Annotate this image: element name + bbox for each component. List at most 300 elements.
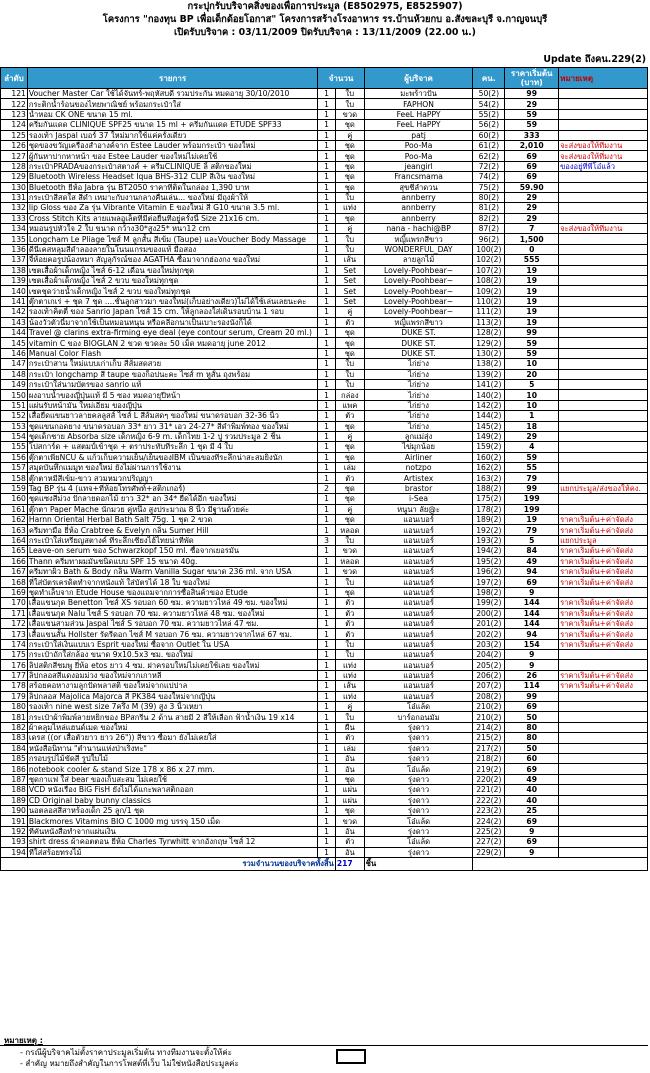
person-ref: 113(2): [473, 317, 505, 327]
item-qty: 1: [318, 463, 336, 473]
table-header-row: [1, 68, 648, 89]
table-row: [1, 192, 648, 202]
table-row: [1, 629, 648, 639]
remark: [559, 702, 648, 712]
start-price: 55: [505, 463, 559, 473]
row-no: 135: [1, 234, 28, 244]
donor-name: รุ่งดาว: [364, 754, 473, 764]
person-ref: 225(2): [473, 826, 505, 836]
item-name: กระเป๋าผ้าพิมพ์ลายหยิกของ BPสกรีน 2 ด้าน สายมี 2 สีให้เลือก ฟ้าน้ำเงิน 19 x14: [27, 712, 317, 722]
table-row: [1, 535, 648, 545]
item-name: Voucher Master Car ใช้ได้จันทร์-พฤหัสบดี รวมประกัน หมดอายุ 30/10/2010: [27, 89, 317, 99]
start-price: 94: [505, 629, 559, 639]
person-ref: 50(2): [473, 89, 505, 99]
start-price: 9: [505, 826, 559, 836]
item-unit: ใบ: [335, 639, 364, 649]
item-qty: 1: [318, 109, 336, 119]
person-ref: 207(2): [473, 681, 505, 691]
remark: ราคาเริ่มต้น+ค่าจัดส่ง: [559, 598, 648, 608]
item-name: เสื้อแขนสามส่วน Jaspal ไซส์ S รอบอก 70 ซม. ความยาวไหล่ 47 ซม.: [27, 618, 317, 628]
item-qty: 1: [318, 566, 336, 576]
donor-name: โอ๋แล้ด: [364, 816, 473, 826]
donor-name: ไก่ย่าง: [364, 390, 473, 400]
item-qty: 1: [318, 276, 336, 286]
remark: [559, 130, 648, 140]
selected-cell-box[interactable]: [336, 1049, 366, 1064]
donor-name: ลูกแม่สุ่ง: [364, 431, 473, 441]
remark: [559, 660, 648, 670]
row-no: 150: [1, 390, 28, 400]
person-ref: 215(2): [473, 733, 505, 743]
start-price: 10: [505, 400, 559, 410]
person-ref: 204(2): [473, 650, 505, 660]
table-row: [1, 130, 648, 140]
table-row: [1, 805, 648, 815]
row-no: 149: [1, 379, 28, 389]
table-row: [1, 785, 648, 795]
remark: ราคาเริ่มต้น+ค่าจัดส่ง: [559, 566, 648, 576]
remark: [559, 255, 648, 265]
table-row: [1, 660, 648, 670]
item-qty: 2: [318, 483, 336, 493]
item-qty: 1: [318, 598, 336, 608]
remark: [559, 847, 648, 857]
row-no: 168: [1, 577, 28, 587]
item-unit: ชุด: [335, 421, 364, 431]
person-ref: 60(2): [473, 130, 505, 140]
item-name: Tag BP รุ่น 4 (แทจ+ที่ห้อยโทรศัพท์+สติกเกอร์): [27, 483, 317, 493]
start-price: 99: [505, 327, 559, 337]
row-no: 171: [1, 608, 28, 618]
item-qty: 1: [318, 774, 336, 784]
row-no: 157: [1, 463, 28, 473]
item-name: VCD หนังเรื่อง BiG FisH ยังไม่ได้แกะพลาสติกออก: [27, 785, 317, 795]
start-price: 69: [505, 151, 559, 161]
person-ref: 192(2): [473, 525, 505, 535]
person-ref: 162(2): [473, 463, 505, 473]
row-no: 151: [1, 400, 28, 410]
item-qty: 1: [318, 837, 336, 847]
item-name: ผู้กันหาปากหาหน้า ของ Estee Lauder ของใหม่ไม่เคยใช้: [27, 151, 317, 161]
item-qty: 1: [318, 691, 336, 701]
row-no: 184: [1, 743, 28, 753]
start-price: 59: [505, 348, 559, 358]
item-name: หมอนรูปหัวใจ 2 ใบ ขนาด กว้าง30*สูง25* หนา12 cm: [27, 224, 317, 234]
row-no: 140: [1, 286, 28, 296]
start-price: 29: [505, 431, 559, 441]
start-price: 144: [505, 608, 559, 618]
donor-name: Poo-Ma: [364, 140, 473, 150]
item-unit: ตัว: [335, 608, 364, 618]
item-unit: ใบ: [335, 244, 364, 254]
remark: [559, 120, 648, 130]
header-line-1: กระปุกรับบริจาคสิ่งของเพื่อการประมูล (E8502975, E8525907): [187, 1, 463, 12]
donor-name: โอ๋แล้ด: [364, 764, 473, 774]
person-ref: 197(2): [473, 577, 505, 587]
person-ref: 139(2): [473, 369, 505, 379]
item-name: ลิปสติกสีชมพู ยี่ห้อ etos ยาว 4 ซม. ฝาครอบใหม่ไม่เคยใช้เลย ของใหม่: [27, 660, 317, 670]
item-name: เสื้อแขนกุด Nalu ไซส์ S รอบอก 70 ซม. ความยาวไหล่ 48 ซม. ของใหม่: [27, 608, 317, 618]
item-qty: 1: [318, 307, 336, 317]
donor-name: ไก่ย่าง: [364, 411, 473, 421]
item-name: ตุ๊กตาเกเร่ + ชุด 7 ชุด ....ชั้นลูกสาวมา ของใหม่(เก็บอย่างเดียว)ไม่ได้ใช้เล่นเลยนะคะ: [27, 296, 317, 306]
start-price: 9: [505, 847, 559, 857]
item-unit: ใบ: [335, 369, 364, 379]
person-ref: 194(2): [473, 546, 505, 556]
table-row: [1, 265, 648, 275]
donor-name: บาร์อกอนมัม: [364, 712, 473, 722]
donor-name: แอนเบอร์: [364, 670, 473, 680]
remark: ของอยู่ที่พี่โอ๋แล้ว: [559, 161, 648, 171]
item-qty: 1: [318, 577, 336, 587]
donor-name: annberry: [364, 213, 473, 223]
start-price: 9: [505, 660, 559, 670]
item-name: ชุดของขวัญเครื่องสำอางค์จาก Estee Lauder พร้อมกระเป๋า ของใหม่: [27, 140, 317, 150]
total-label: รวมจำนวนของบริจาคทั้งสิ้น: [1, 857, 336, 870]
start-price: 94: [505, 566, 559, 576]
item-unit: ใบ: [335, 99, 364, 109]
item-name: น้ำหอม CK ONE ขนาด 15 ml.: [27, 109, 317, 119]
item-name: ครีมทามือ ยี่ห้อ Crabtree & Evelyn กลิ่น Sumer Hill: [27, 525, 317, 535]
remark: [559, 400, 648, 410]
start-price: 1,500: [505, 234, 559, 244]
donor-name: แอนเบอร์: [364, 515, 473, 525]
remark: ราคาเริ่มต้น+ค่าจัดส่ง: [559, 639, 648, 649]
item-qty: 1: [318, 618, 336, 628]
table-row: [1, 650, 648, 660]
donor-name: ไก่ย่าง: [364, 359, 473, 369]
item-qty: 1: [318, 348, 336, 358]
item-name: กระเป๋าสาน ใหม่แบบเก่าเก็บ สีส้มสดสวย: [27, 359, 317, 369]
person-ref: 87(2): [473, 224, 505, 234]
person-ref: 160(2): [473, 452, 505, 462]
remark: [559, 307, 648, 317]
start-price: 80: [505, 722, 559, 732]
table-row: [1, 847, 648, 857]
donation-table: [0, 67, 648, 871]
item-qty: 1: [318, 244, 336, 254]
item-name: สมุดบันทึกแมมูท ของใหม่ ยังไม่ผ่านการใช้งาน: [27, 463, 317, 473]
remark: [559, 691, 648, 701]
item-qty: 1: [318, 265, 336, 275]
row-no: 161: [1, 504, 28, 514]
remark: [559, 203, 648, 213]
item-unit: ชุด: [335, 161, 364, 171]
item-unit: แพค: [335, 400, 364, 410]
row-no: 133: [1, 213, 28, 223]
donor-name: แอนเบอร์: [364, 691, 473, 701]
start-price: 59: [505, 452, 559, 462]
start-price: 29: [505, 203, 559, 213]
row-no: 169: [1, 587, 28, 597]
item-unit: เล่ม: [335, 743, 364, 753]
remark: [559, 109, 648, 119]
item-name: รองเท้าคิตตี้ ของ Sanrio Japan ไซส์ 15 cm. ให้ลูกลองใส่เดินรอบบ้าน 1 รอบ: [27, 307, 317, 317]
item-qty: 1: [318, 847, 336, 857]
table-row: [1, 577, 648, 587]
start-price: 19: [505, 286, 559, 296]
table-row: [1, 327, 648, 337]
item-unit: ตัว: [335, 733, 364, 743]
item-unit: ใบ: [335, 192, 364, 202]
start-price: 10: [505, 390, 559, 400]
table-row: [1, 681, 648, 691]
start-price: 99: [505, 89, 559, 99]
item-qty: 1: [318, 234, 336, 244]
item-name: Travel @ clarins extra-firming eye deal (eye contour serum, Cream 20 ml.): [27, 327, 317, 337]
item-name: นอตลอสสีสาหร้องเด็ก 25 ลูก/1 ชุด: [27, 805, 317, 815]
donor-name: รุ่งดาว: [364, 805, 473, 815]
remark: [559, 379, 648, 389]
donor-name: โอ๋แล้ด: [364, 702, 473, 712]
notes-line-2: - สำคัญ หมายถึงสำคัญในการโพสต์ที่เว็บ ไม่ใช่หนังสือประมูลค่ะ: [20, 1059, 239, 1068]
item-name: เซตเสื้อผ้าเด็กหญิง ไซส์ 6-12 เดือน ของใหม่ทุกชุด: [27, 265, 317, 275]
row-no: 144: [1, 327, 28, 337]
row-no: 139: [1, 276, 28, 286]
start-price: 59: [505, 109, 559, 119]
person-ref: 199(2): [473, 598, 505, 608]
remark: [559, 650, 648, 660]
start-price: 59: [505, 120, 559, 130]
item-name: ชุดแขนกอดยาง ขนาดรอบอก 33* ยาว 31* เอว 24-27* สีดำพิมพ์ทอง ของใหม่: [27, 421, 317, 431]
start-price: 40: [505, 795, 559, 805]
donor-name: แอนเบอร์: [364, 598, 473, 608]
item-qty: 1: [318, 546, 336, 556]
table-row: [1, 182, 648, 192]
table-row: [1, 431, 648, 441]
start-price: 29: [505, 99, 559, 109]
item-name: เสื้อแขนสั้น Hollster รัดรีดอก ไซส์ M รอบอก 76 ซม. ความยาวจากไหล่ 67 ซม.: [27, 629, 317, 639]
item-unit: หลอด: [335, 556, 364, 566]
item-name: ครีมกันแดด CLINIQUE SPF25 ขนาด 15 ml + ครีมกันแดด ETUDE SPF33: [27, 120, 317, 130]
remark: ราคาเริ่มต้น+ค่าจัดส่ง: [559, 608, 648, 618]
row-no: 123: [1, 109, 28, 119]
row-no: 129: [1, 172, 28, 182]
person-ref: 223(2): [473, 805, 505, 815]
person-ref: 81(2): [473, 203, 505, 213]
start-price: 59: [505, 338, 559, 348]
donor-name: แอนเบอร์: [364, 681, 473, 691]
person-ref: 175(2): [473, 494, 505, 504]
item-name: กรอบรูปไม้ขัดสี รูปใบไม้: [27, 754, 317, 764]
item-qty: 1: [318, 712, 336, 722]
remark: [559, 390, 648, 400]
row-no: 181: [1, 712, 28, 722]
person-ref: 102(2): [473, 255, 505, 265]
item-qty: 1: [318, 743, 336, 753]
person-ref: 188(2): [473, 483, 505, 493]
col-item: รายการ: [27, 68, 317, 89]
row-no: 124: [1, 120, 28, 130]
item-name: ที่ใส่สร้อยทรงไม้: [27, 847, 317, 857]
person-ref: 221(2): [473, 785, 505, 795]
item-name: shirt dress ผ้าคอตตอน ยี่ห้อ Charles Tyrwhitt จากอังกฤษ ไซส์ 12: [27, 837, 317, 847]
table-row: [1, 140, 648, 150]
item-qty: 1: [318, 733, 336, 743]
row-no: 173: [1, 629, 28, 639]
start-price: 199: [505, 504, 559, 514]
col-price: ราคาเริ่มต้น (บาท): [505, 68, 559, 89]
start-price: 69: [505, 764, 559, 774]
donor-name: Airliner: [364, 452, 473, 462]
person-ref: 111(2): [473, 307, 505, 317]
remark: ราคาเริ่มต้น+ค่าจัดส่ง: [559, 525, 648, 535]
donor-name: แอนเบอร์: [364, 660, 473, 670]
table-row: [1, 234, 648, 244]
donor-name: รุ่งดาว: [364, 847, 473, 857]
person-ref: 195(2): [473, 556, 505, 566]
item-qty: 1: [318, 161, 336, 171]
table-row: [1, 618, 648, 628]
donor-name: DUKE ST.: [364, 348, 473, 358]
item-name: Bluetooth Wireless Headset Iqua BHS-312 CLIP สีเงิน ของใหม่: [27, 172, 317, 182]
item-unit: ชุด: [335, 587, 364, 597]
item-qty: 1: [318, 140, 336, 150]
row-no: 188: [1, 785, 28, 795]
item-name: ลิปกลอส Majolica Majorca สี PK384 ของใหม่จากญี่ปุ่น: [27, 691, 317, 701]
item-unit: ชุด: [335, 774, 364, 784]
item-unit: ใบ: [335, 359, 364, 369]
start-price: 69: [505, 816, 559, 826]
row-no: 170: [1, 598, 28, 608]
donor-name: FAPHON: [364, 99, 473, 109]
person-ref: 140(2): [473, 390, 505, 400]
table-row: [1, 608, 648, 618]
start-price: 69: [505, 172, 559, 182]
item-qty: 1: [318, 722, 336, 732]
item-qty: 1: [318, 390, 336, 400]
item-qty: 1: [318, 702, 336, 712]
start-price: 50: [505, 743, 559, 753]
table-row: [1, 369, 648, 379]
donor-name: ลายลูกไม้: [364, 255, 473, 265]
col-no: ลำดับ: [1, 68, 28, 89]
donor-name: รุ่งดาว: [364, 826, 473, 836]
item-unit: อัน: [335, 764, 364, 774]
item-qty: 1: [318, 192, 336, 202]
start-price: 99: [505, 483, 559, 493]
row-no: 194: [1, 847, 28, 857]
table-row: [1, 452, 648, 462]
table-row: [1, 161, 648, 171]
start-price: 9: [505, 650, 559, 660]
item-qty: 1: [318, 369, 336, 379]
item-qty: 1: [318, 515, 336, 525]
person-ref: 74(2): [473, 172, 505, 182]
row-no: 143: [1, 317, 28, 327]
start-price: 49: [505, 774, 559, 784]
item-unit: ชุด: [335, 213, 364, 223]
table-row: [1, 587, 648, 597]
donor-name: แอนเบอร์: [364, 556, 473, 566]
person-ref: 54(2): [473, 99, 505, 109]
remark: [559, 99, 648, 109]
item-unit: ชุด: [335, 120, 364, 130]
item-qty: 1: [318, 411, 336, 421]
item-name: Thann ครีมทาผมมันชนิดแบบ SPF 15 ขนาด 40g.: [27, 556, 317, 566]
item-unit: ชุด: [335, 338, 364, 348]
donor-name: notzpo: [364, 463, 473, 473]
person-ref: 202(2): [473, 629, 505, 639]
total-value: 217: [335, 857, 364, 870]
remark: [559, 359, 648, 369]
item-unit: Set: [335, 265, 364, 275]
remark: [559, 754, 648, 764]
item-unit: อัน: [335, 826, 364, 836]
table-row: [1, 463, 648, 473]
person-ref: 82(2): [473, 213, 505, 223]
remark: [559, 733, 648, 743]
item-unit: หลอด: [335, 525, 364, 535]
item-name: ชุดกาแฟ ใส่ bear ของเก็บสะสม ไม่เคยใช้: [27, 774, 317, 784]
item-name: รองเท้า nine west size 7ครึ่ง M (39) สูง 3 นิ้วเหยา: [27, 702, 317, 712]
item-qty: 1: [318, 151, 336, 161]
person-ref: 100(2): [473, 244, 505, 254]
row-no: 190: [1, 805, 28, 815]
item-qty: 1: [318, 670, 336, 680]
person-ref: 229(2): [473, 847, 505, 857]
item-name: ครีมทาผิว Bath & Body กลิ่น Warm Vanilla Sugar ขนาด 236 ml. จาก USA: [27, 566, 317, 576]
person-ref: 75(2): [473, 182, 505, 192]
item-unit: ใบ: [335, 234, 364, 244]
item-qty: 1: [318, 785, 336, 795]
item-name: เสื้อแขนกุด Benetton ไซส์ XS รอบอก 60 ซม. ความยาวไหล่ 49 ซม. ของใหม่: [27, 598, 317, 608]
table-row: [1, 244, 648, 254]
row-no: 192: [1, 826, 28, 836]
donor-name: หนูนา ลัย@ะ: [364, 504, 473, 514]
row-no: 138: [1, 265, 28, 275]
remark: ราคาเริ่มต้น+ค่าจัดส่ง: [559, 618, 648, 628]
start-price: 144: [505, 598, 559, 608]
item-unit: ชุด: [335, 172, 364, 182]
table-row: [1, 525, 648, 535]
table-row: [1, 712, 648, 722]
remark: [559, 192, 648, 202]
person-ref: 163(2): [473, 473, 505, 483]
row-no: 166: [1, 556, 28, 566]
item-qty: 1: [318, 89, 336, 99]
item-unit: ผืน: [335, 722, 364, 732]
row-no: 147: [1, 359, 28, 369]
start-price: 60: [505, 754, 559, 764]
item-unit: ตัว: [335, 837, 364, 847]
row-no: 121: [1, 89, 28, 99]
start-price: 144: [505, 618, 559, 628]
row-no: 155: [1, 442, 28, 452]
item-name: แผ่นรับหน้ามัน ใหม่เอี่ยม ของญี่ปุ่น: [27, 400, 317, 410]
donor-name: Lovely-Poohbear~: [364, 286, 473, 296]
start-price: 80: [505, 733, 559, 743]
item-unit: แท่ง: [335, 670, 364, 680]
person-ref: 149(2): [473, 431, 505, 441]
header-line-3: เปิดรับบริจาค : 03/11/2009 ปิดรับบริจาค : 13/11/2009 (22.00 น.): [174, 27, 476, 38]
start-price: 59.90: [505, 182, 559, 192]
item-name: ดีนีเคสหลุมสีดำลองลายในโนนแกรมของแท้ มือสอง: [27, 244, 317, 254]
remark: [559, 587, 648, 597]
remark: [559, 338, 648, 348]
item-unit: ตัว: [335, 598, 364, 608]
item-name: กระเป๋าPRADAของกระเป๋าสตางค์ + ครีมCLINIQUE ลิ้ สติกของใหม่: [27, 161, 317, 171]
remark: [559, 722, 648, 732]
remark: [559, 327, 648, 337]
donor-name: Francsmama: [364, 172, 473, 182]
row-no: 189: [1, 795, 28, 805]
remark: [559, 348, 648, 358]
person-ref: 217(2): [473, 743, 505, 753]
item-name: Manual Color Flash: [27, 348, 317, 358]
remark: จะส่งของให้ที่มงาน: [559, 224, 648, 234]
table-row: [1, 348, 648, 358]
